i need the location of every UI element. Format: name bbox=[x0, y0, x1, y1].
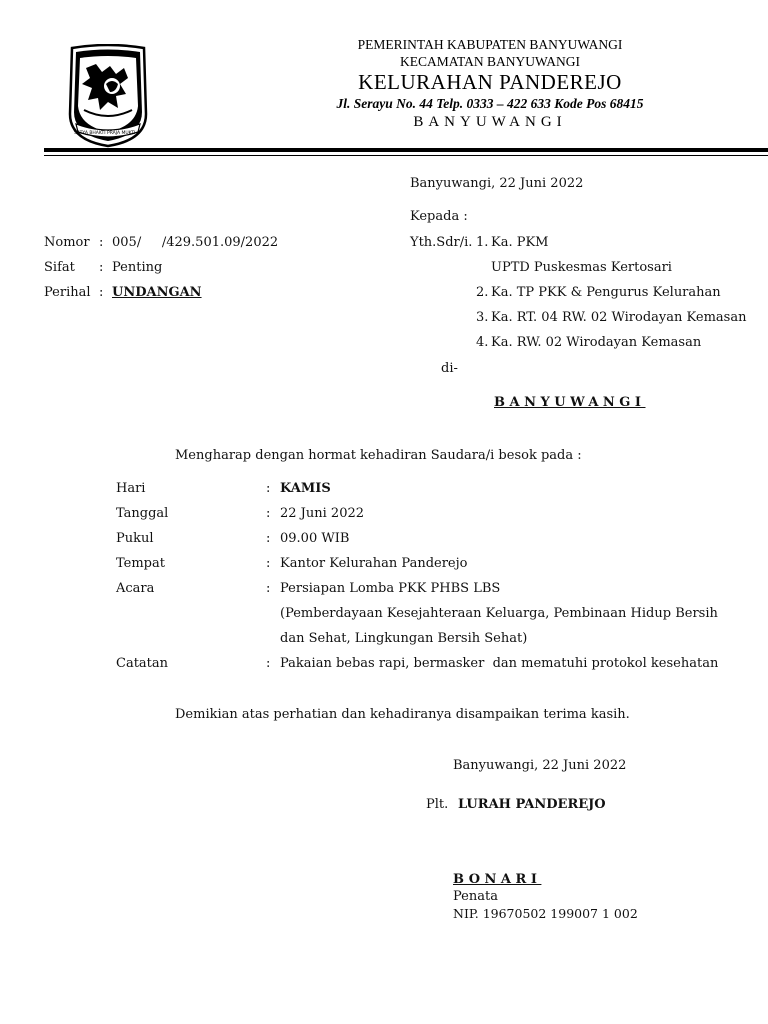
letterhead-city: BANYUWANGI bbox=[413, 114, 567, 130]
colon: : bbox=[266, 481, 271, 496]
colon: : bbox=[266, 656, 271, 671]
di-label: di- bbox=[441, 361, 458, 376]
recipient-number: 2. bbox=[476, 285, 489, 300]
sifat-label: Sifat bbox=[44, 260, 75, 275]
detail-label: Acara bbox=[116, 581, 155, 596]
letterhead-government: PEMERINTAH KABUPATEN BANYUWANGI bbox=[357, 37, 623, 52]
letter-date: Banyuwangi, 22 Juni 2022 bbox=[410, 176, 584, 191]
recipient-item: Ka. TP PKK & Pengurus Kelurahan bbox=[491, 285, 721, 300]
signature-plt: Plt. bbox=[426, 797, 449, 812]
signatory-name: BONARI bbox=[453, 872, 542, 887]
recipient-item: UPTD Puskesmas Kertosari bbox=[491, 260, 672, 275]
letterhead-district: KECAMATAN BANYUWANGI bbox=[399, 54, 581, 69]
signature-title: LURAH PANDEREJO bbox=[458, 797, 606, 812]
detail-value: KAMIS bbox=[280, 481, 331, 496]
detail-value: Persiapan Lomba PKK PHBS LBS bbox=[280, 581, 501, 596]
detail-label: Tempat bbox=[116, 556, 165, 571]
colon: : bbox=[266, 581, 271, 596]
signatory-nip: NIP. 19670502 199007 1 002 bbox=[453, 906, 638, 921]
colon: : bbox=[266, 556, 271, 571]
recipient-item: Ka. RW. 02 Wirodayan Kemasan bbox=[491, 335, 702, 350]
sifat-value: Penting bbox=[112, 260, 163, 275]
colon: : bbox=[266, 506, 271, 521]
detail-label: Catatan bbox=[116, 656, 169, 671]
detail-label: Hari bbox=[116, 481, 146, 496]
letterhead-thick-rule bbox=[44, 148, 768, 152]
colon: : bbox=[99, 235, 104, 250]
letterhead-village: KELURAHAN PANDEREJO bbox=[358, 70, 622, 94]
colon: : bbox=[99, 260, 104, 275]
colon: : bbox=[99, 285, 104, 300]
acara-description: (Pemberdayaan Kesejahteraan Keluarga, Pembinaan Hidup Bersih bbox=[280, 606, 718, 621]
closing-paragraph: Demikian atas perhatian dan kehadiranya disampaikan terima kasih. bbox=[175, 707, 630, 722]
signature-date: Banyuwangi, 22 Juni 2022 bbox=[453, 758, 627, 773]
acara-description: dan Sehat, Lingkungan Bersih Sehat) bbox=[280, 631, 528, 646]
recipient-item: Ka. RT. 04 RW. 02 Wirodayan Kemasan bbox=[491, 310, 747, 325]
detail-label: Pukul bbox=[116, 531, 154, 546]
recipient-number: 3. bbox=[476, 310, 489, 325]
intro-paragraph: Mengharap dengan hormat kehadiran Saudara/i besok pada : bbox=[175, 448, 582, 463]
perihal-value: UNDANGAN bbox=[112, 285, 202, 300]
signatory-rank: Penata bbox=[453, 889, 498, 904]
detail-value: 22 Juni 2022 bbox=[280, 506, 365, 521]
letterhead-address: Jl. Serayu No. 44 Telp. 0333 – 422 633 Kode Pos 68415 bbox=[336, 96, 644, 111]
nomor-label: Nomor bbox=[44, 235, 90, 250]
detail-value: Pakaian bebas rapi, bermasker dan mematuhi protokol kesehatan bbox=[280, 656, 719, 671]
detail-value: Kantor Kelurahan Panderejo bbox=[280, 556, 468, 571]
recipient-number: 4. bbox=[476, 335, 489, 350]
detail-value: 09.00 WIB bbox=[280, 531, 350, 546]
yth-label: Yth.Sdr/i. bbox=[410, 235, 473, 250]
destination-city: BANYUWANGI bbox=[494, 395, 646, 410]
logo-motto-text: SATYA BHAKTI PRAJA MUKTI bbox=[74, 131, 136, 136]
colon: : bbox=[266, 531, 271, 546]
recipient-item: Ka. PKM bbox=[491, 235, 549, 250]
letterhead-thin-rule bbox=[44, 155, 768, 156]
perihal-label: Perihal bbox=[44, 285, 91, 300]
recipient-number: 1. bbox=[476, 235, 489, 250]
detail-label: Tanggal bbox=[116, 506, 169, 521]
nomor-value: 005/ /429.501.09/2022 bbox=[112, 235, 279, 250]
kepada-label: Kepada : bbox=[410, 209, 468, 224]
